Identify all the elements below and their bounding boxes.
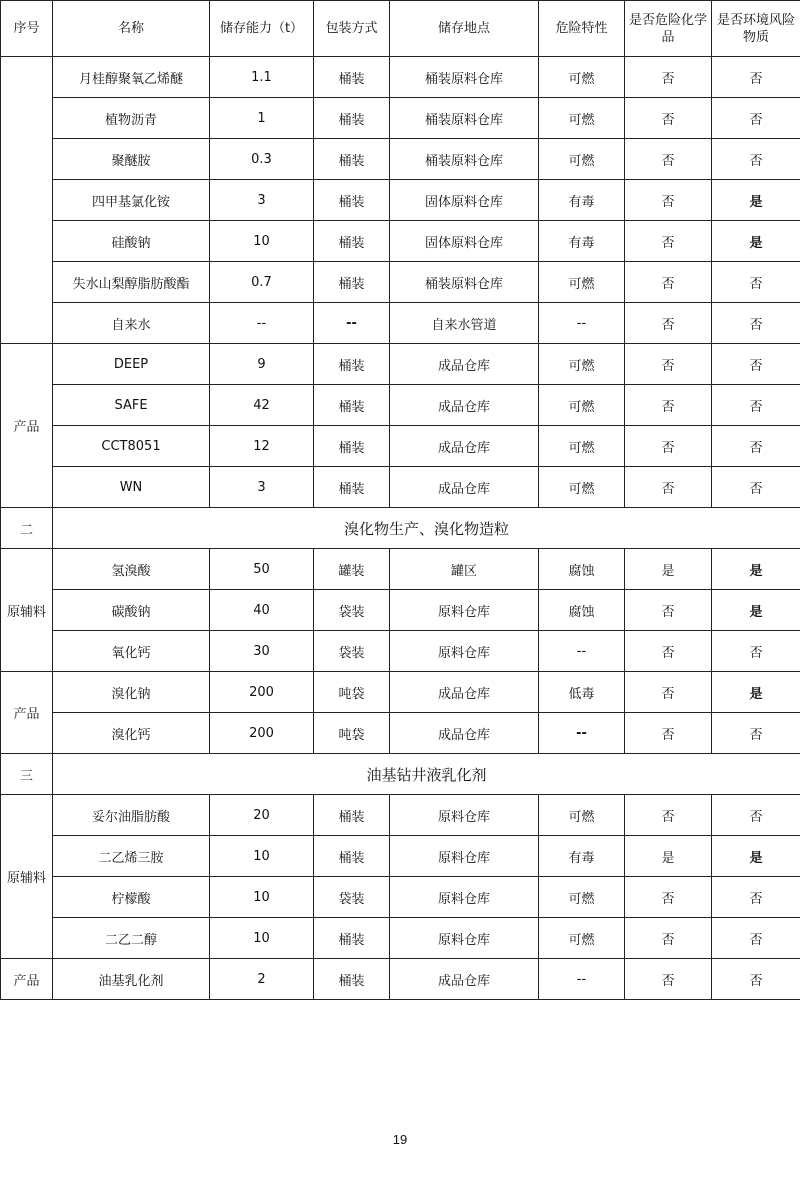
cell-is-env-risk: 否 xyxy=(712,795,800,836)
group1-raw-seq-cell xyxy=(1,57,53,344)
cell-is-hazchem: 否 xyxy=(625,57,712,98)
cell-package: 吨袋 xyxy=(314,713,390,754)
cell-package: -- xyxy=(314,303,390,344)
cell-is-env-risk: 否 xyxy=(712,467,800,508)
cell-name: 油基乳化剂 xyxy=(53,959,210,1000)
cell-capacity: 9 xyxy=(210,344,314,385)
cell-package: 桶装 xyxy=(314,426,390,467)
cell-is-env-risk: 是 xyxy=(712,836,800,877)
group3-product-label: 产品 xyxy=(1,959,53,1000)
cell-hazard: 低毒 xyxy=(539,672,625,713)
cell-name: 自来水 xyxy=(53,303,210,344)
cell-is-env-risk: 否 xyxy=(712,959,800,1000)
cell-hazard: 可燃 xyxy=(539,467,625,508)
cell-location: 成品仓库 xyxy=(390,344,539,385)
cell-hazard: 有毒 xyxy=(539,836,625,877)
cell-is-env-risk: 是 xyxy=(712,180,800,221)
cell-capacity: 20 xyxy=(210,795,314,836)
header-is-hazchem: 是否危险化学品 xyxy=(625,1,712,57)
section-header-row xyxy=(1,508,800,549)
cell-is-hazchem: 否 xyxy=(625,672,712,713)
cell-hazard: -- xyxy=(539,631,625,672)
cell-package: 桶装 xyxy=(314,262,390,303)
table-row xyxy=(1,549,800,590)
cell-is-hazchem: 否 xyxy=(625,426,712,467)
cell-is-env-risk: 是 xyxy=(712,221,800,262)
table-row xyxy=(1,139,800,180)
cell-name: 月桂醇聚氧乙烯醚 xyxy=(53,57,210,98)
cell-capacity: 10 xyxy=(210,877,314,918)
cell-is-env-risk: 否 xyxy=(712,631,800,672)
group2-product-label: 产品 xyxy=(1,672,53,754)
cell-is-hazchem: 否 xyxy=(625,98,712,139)
cell-capacity: 10 xyxy=(210,836,314,877)
cell-is-hazchem: 否 xyxy=(625,139,712,180)
cell-is-hazchem: 否 xyxy=(625,385,712,426)
cell-location: 原料仓库 xyxy=(390,795,539,836)
cell-hazard: 腐蚀 xyxy=(539,549,625,590)
cell-location: 原料仓库 xyxy=(390,877,539,918)
header-location: 储存地点 xyxy=(390,1,539,57)
cell-is-env-risk: 否 xyxy=(712,385,800,426)
cell-name: 溴化钠 xyxy=(53,672,210,713)
table-row xyxy=(1,672,800,713)
cell-name: WN xyxy=(53,467,210,508)
cell-hazard: 腐蚀 xyxy=(539,590,625,631)
section2-title: 溴化物生产、溴化物造粒 xyxy=(53,508,800,549)
cell-capacity: -- xyxy=(210,303,314,344)
cell-capacity: 12 xyxy=(210,426,314,467)
cell-name: 植物沥青 xyxy=(53,98,210,139)
cell-hazard: 可燃 xyxy=(539,426,625,467)
cell-location: 桶装原料仓库 xyxy=(390,139,539,180)
section-header-row xyxy=(1,754,800,795)
cell-package: 桶装 xyxy=(314,98,390,139)
group2-raw-label: 原辅料 xyxy=(1,549,53,672)
cell-hazard: 有毒 xyxy=(539,221,625,262)
cell-is-env-risk: 否 xyxy=(712,98,800,139)
table-row xyxy=(1,877,800,918)
cell-is-hazchem: 否 xyxy=(625,344,712,385)
cell-is-hazchem: 否 xyxy=(625,918,712,959)
cell-name: 妥尔油脂肪酸 xyxy=(53,795,210,836)
cell-capacity: 1.1 xyxy=(210,57,314,98)
cell-location: 原料仓库 xyxy=(390,631,539,672)
cell-is-env-risk: 否 xyxy=(712,713,800,754)
cell-location: 原料仓库 xyxy=(390,590,539,631)
table-row xyxy=(1,918,800,959)
cell-capacity: 200 xyxy=(210,672,314,713)
table-row xyxy=(1,467,800,508)
table-row xyxy=(1,344,800,385)
cell-location: 成品仓库 xyxy=(390,467,539,508)
cell-hazard: 可燃 xyxy=(539,344,625,385)
cell-is-env-risk: 否 xyxy=(712,262,800,303)
header-package: 包装方式 xyxy=(314,1,390,57)
cell-package: 桶装 xyxy=(314,180,390,221)
cell-package: 桶装 xyxy=(314,836,390,877)
cell-name: 柠檬酸 xyxy=(53,877,210,918)
cell-capacity: 50 xyxy=(210,549,314,590)
table-row xyxy=(1,98,800,139)
table-row xyxy=(1,221,800,262)
cell-package: 桶装 xyxy=(314,959,390,1000)
table-row xyxy=(1,836,800,877)
cell-location: 固体原料仓库 xyxy=(390,221,539,262)
cell-is-env-risk: 否 xyxy=(712,303,800,344)
cell-capacity: 10 xyxy=(210,918,314,959)
cell-name: 碳酸钠 xyxy=(53,590,210,631)
cell-package: 袋装 xyxy=(314,877,390,918)
cell-is-hazchem: 否 xyxy=(625,713,712,754)
cell-location: 固体原料仓库 xyxy=(390,180,539,221)
cell-hazard: 可燃 xyxy=(539,795,625,836)
cell-is-env-risk: 否 xyxy=(712,139,800,180)
cell-location: 自来水管道 xyxy=(390,303,539,344)
cell-name: DEEP xyxy=(53,344,210,385)
cell-hazard: -- xyxy=(539,959,625,1000)
table-row xyxy=(1,713,800,754)
cell-is-env-risk: 否 xyxy=(712,877,800,918)
cell-capacity: 200 xyxy=(210,713,314,754)
cell-hazard: 可燃 xyxy=(539,139,625,180)
cell-hazard: 可燃 xyxy=(539,262,625,303)
cell-package: 桶装 xyxy=(314,139,390,180)
header-seq: 序号 xyxy=(1,1,53,57)
cell-is-env-risk: 是 xyxy=(712,549,800,590)
cell-hazard: 可燃 xyxy=(539,877,625,918)
cell-name: 溴化钙 xyxy=(53,713,210,754)
cell-capacity: 3 xyxy=(210,180,314,221)
group3-raw-label: 原辅料 xyxy=(1,795,53,959)
cell-is-hazchem: 否 xyxy=(625,877,712,918)
header-is-env-risk: 是否环境风险物质 xyxy=(712,1,800,57)
cell-is-hazchem: 否 xyxy=(625,467,712,508)
cell-hazard: -- xyxy=(539,713,625,754)
cell-name: CCT8051 xyxy=(53,426,210,467)
cell-capacity: 30 xyxy=(210,631,314,672)
cell-is-hazchem: 否 xyxy=(625,795,712,836)
cell-location: 成品仓库 xyxy=(390,713,539,754)
cell-is-hazchem: 是 xyxy=(625,836,712,877)
section3-title: 油基钻井液乳化剂 xyxy=(53,754,800,795)
cell-package: 桶装 xyxy=(314,344,390,385)
cell-capacity: 3 xyxy=(210,467,314,508)
table-row xyxy=(1,385,800,426)
cell-capacity: 42 xyxy=(210,385,314,426)
cell-hazard: -- xyxy=(539,303,625,344)
cell-is-hazchem: 否 xyxy=(625,262,712,303)
cell-hazard: 可燃 xyxy=(539,57,625,98)
cell-location: 桶装原料仓库 xyxy=(390,57,539,98)
cell-is-env-risk: 是 xyxy=(712,672,800,713)
cell-package: 罐装 xyxy=(314,549,390,590)
cell-package: 桶装 xyxy=(314,57,390,98)
header-name: 名称 xyxy=(53,1,210,57)
group1-product-label: 产品 xyxy=(1,344,53,508)
cell-name: 聚醚胺 xyxy=(53,139,210,180)
cell-location: 成品仓库 xyxy=(390,672,539,713)
cell-location: 原料仓库 xyxy=(390,836,539,877)
header-hazard: 危险特性 xyxy=(539,1,625,57)
cell-is-hazchem: 否 xyxy=(625,590,712,631)
cell-name: 氧化钙 xyxy=(53,631,210,672)
table-row xyxy=(1,795,800,836)
cell-is-env-risk: 否 xyxy=(712,57,800,98)
cell-package: 桶装 xyxy=(314,467,390,508)
cell-is-hazchem: 否 xyxy=(625,221,712,262)
cell-capacity: 1 xyxy=(210,98,314,139)
table-row xyxy=(1,426,800,467)
cell-location: 成品仓库 xyxy=(390,959,539,1000)
cell-is-hazchem: 否 xyxy=(625,180,712,221)
cell-capacity: 2 xyxy=(210,959,314,1000)
cell-package: 吨袋 xyxy=(314,672,390,713)
cell-package: 桶装 xyxy=(314,795,390,836)
cell-capacity: 10 xyxy=(210,221,314,262)
cell-is-env-risk: 否 xyxy=(712,426,800,467)
section3-number: 三 xyxy=(1,754,53,795)
cell-location: 罐区 xyxy=(390,549,539,590)
header-row xyxy=(1,1,800,57)
cell-hazard: 有毒 xyxy=(539,180,625,221)
cell-package: 袋装 xyxy=(314,590,390,631)
cell-is-env-risk: 否 xyxy=(712,918,800,959)
cell-name: 四甲基氯化铵 xyxy=(53,180,210,221)
table-row xyxy=(1,180,800,221)
cell-name: 二乙二醇 xyxy=(53,918,210,959)
cell-package: 桶装 xyxy=(314,918,390,959)
cell-package: 袋装 xyxy=(314,631,390,672)
cell-capacity: 0.3 xyxy=(210,139,314,180)
cell-package: 桶装 xyxy=(314,221,390,262)
cell-location: 桶装原料仓库 xyxy=(390,262,539,303)
cell-package: 桶装 xyxy=(314,385,390,426)
cell-capacity: 0.7 xyxy=(210,262,314,303)
cell-is-env-risk: 否 xyxy=(712,344,800,385)
table-row xyxy=(1,631,800,672)
table-row xyxy=(1,303,800,344)
header-capacity: 储存能力（t） xyxy=(210,1,314,57)
cell-is-env-risk: 是 xyxy=(712,590,800,631)
cell-is-hazchem: 否 xyxy=(625,631,712,672)
cell-hazard: 可燃 xyxy=(539,918,625,959)
table-row xyxy=(1,57,800,98)
cell-capacity: 40 xyxy=(210,590,314,631)
cell-name: 硅酸钠 xyxy=(53,221,210,262)
cell-location: 桶装原料仓库 xyxy=(390,98,539,139)
cell-location: 成品仓库 xyxy=(390,426,539,467)
cell-is-hazchem: 否 xyxy=(625,959,712,1000)
cell-hazard: 可燃 xyxy=(539,98,625,139)
cell-location: 成品仓库 xyxy=(390,385,539,426)
cell-name: 二乙烯三胺 xyxy=(53,836,210,877)
table-row xyxy=(1,959,800,1000)
cell-name: 失水山梨醇脂肪酸酯 xyxy=(53,262,210,303)
cell-is-hazchem: 否 xyxy=(625,303,712,344)
page-number: 19 xyxy=(392,1132,408,1147)
cell-location: 原料仓库 xyxy=(390,918,539,959)
cell-name: 氢溴酸 xyxy=(53,549,210,590)
table-row xyxy=(1,590,800,631)
section2-number: 二 xyxy=(1,508,53,549)
cell-is-hazchem: 是 xyxy=(625,549,712,590)
cell-name: SAFE xyxy=(53,385,210,426)
cell-hazard: 可燃 xyxy=(539,385,625,426)
table-row xyxy=(1,262,800,303)
